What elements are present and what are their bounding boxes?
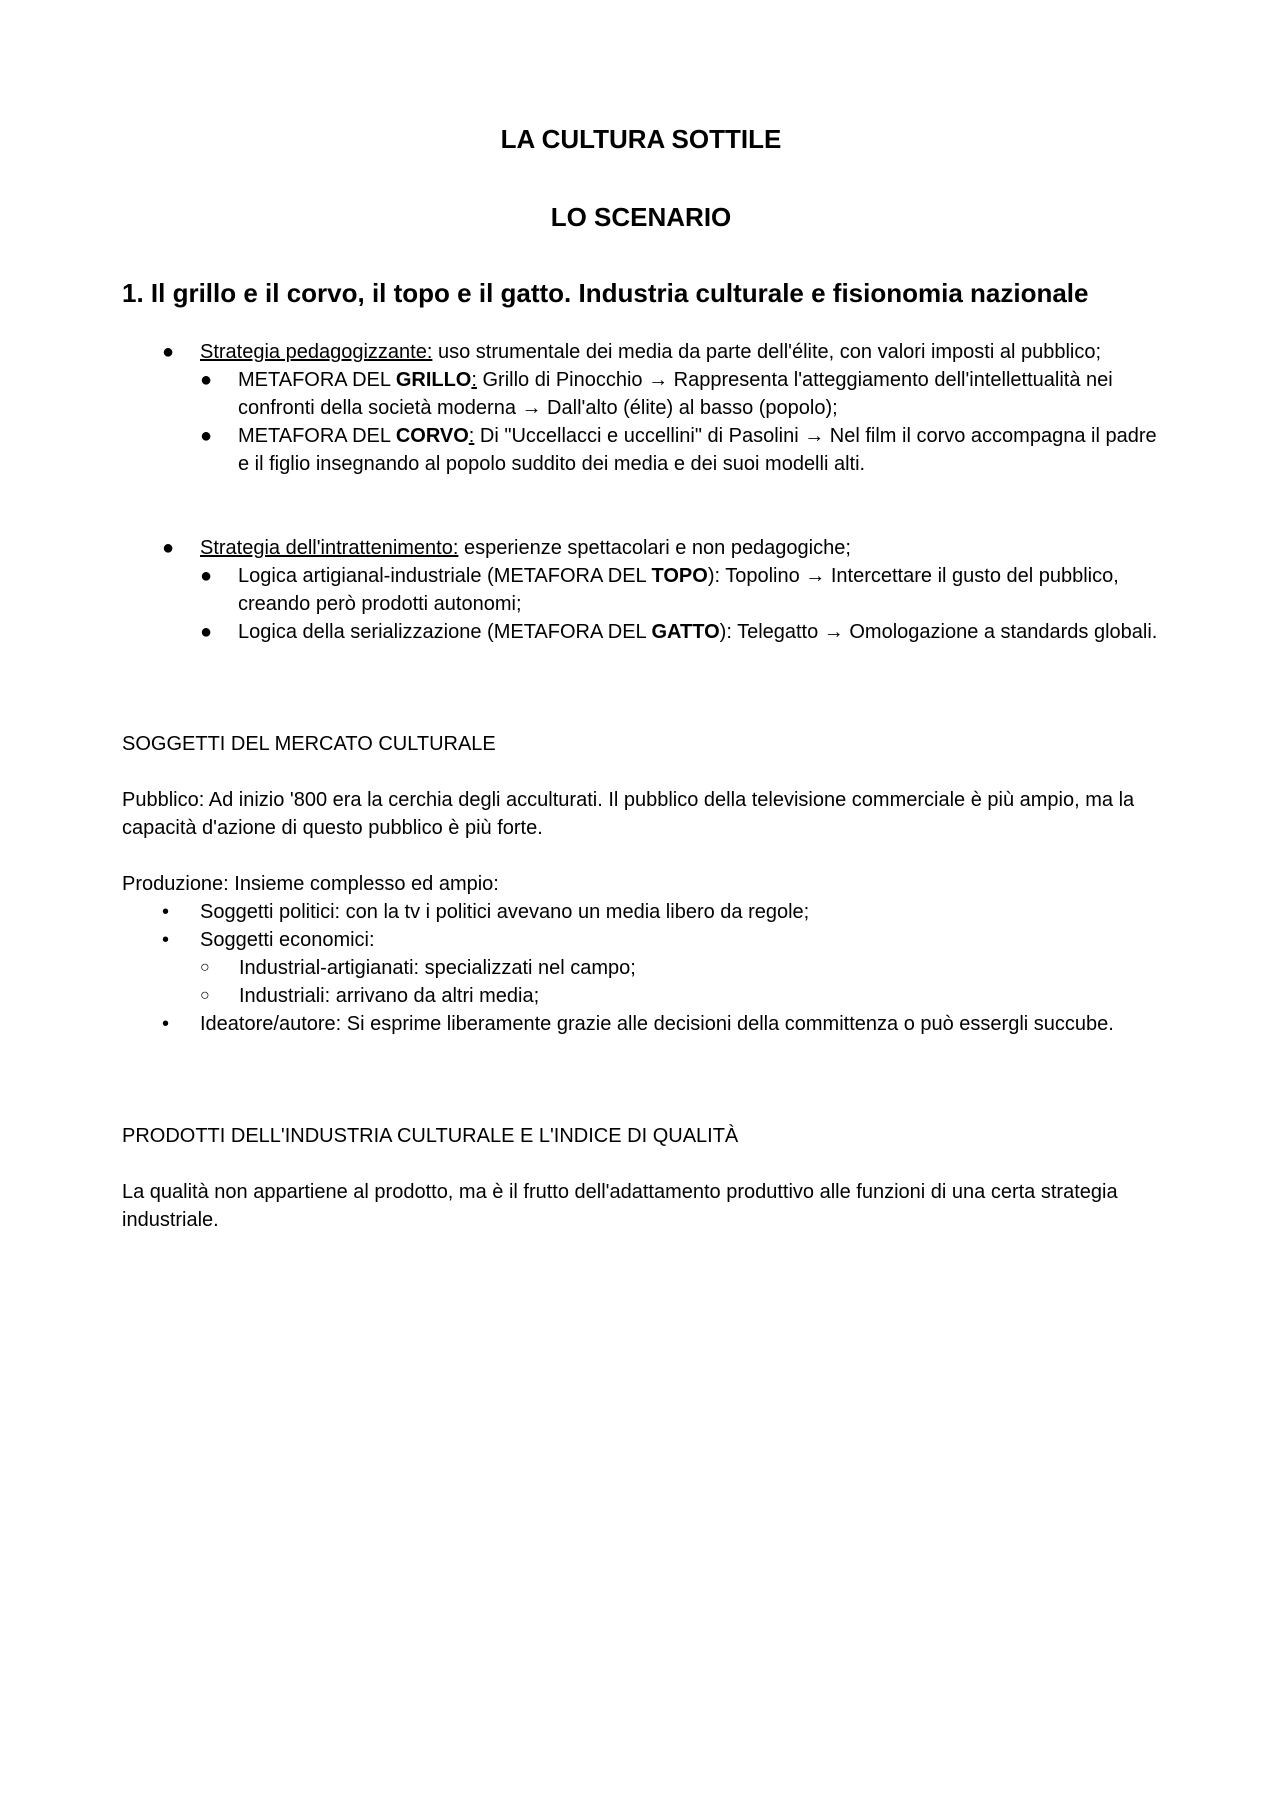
strategy-entertainment-list	[122, 534, 1160, 646]
document-title: LA CULTURA SOTTILE	[500, 124, 782, 154]
strategy-text: esperienze spettacolari e non pedagogiche;	[458, 537, 851, 559]
arrow-right-icon: →	[805, 565, 826, 587]
section-heading-prodotti: PRODOTTI DELL'INDUSTRIA CULTURALE E L'INDICE DI QUALITÀ	[122, 1125, 739, 1147]
spacer	[122, 758, 1160, 786]
logic-list	[200, 562, 1160, 646]
spacer	[122, 646, 1160, 730]
bullet-icon: ●	[162, 341, 175, 363]
arrow-right-icon: →	[521, 397, 542, 419]
metaphor-corvo: ● METAFORA DEL CORVO: Di "Uccellacci e uccellini" di Pasolini → Nel film il corvo accompagna il padre e il figlio insegnando al popolo suddito dei media e dei suoi modelli alti.	[200, 422, 1160, 478]
metaphor-gatto: ● Logica della serializzazione (METAFORA DEL GATTO): Telegatto → Omologazione a standards globali.	[200, 618, 1160, 646]
arrow-right-icon: →	[648, 369, 669, 391]
strategy-pedagogical-list	[122, 338, 1160, 478]
spacer	[122, 1150, 1160, 1178]
strategy-entertainment-item	[122, 534, 1160, 646]
spacer	[122, 842, 1160, 870]
bullet-icon: ●	[162, 537, 175, 559]
circle-bullet-icon: ○	[200, 959, 210, 976]
bullet-icon: ●	[200, 369, 213, 391]
list-item: • Soggetti economici: ○ Industrial-artigianati: specializzati nel campo; ○ Industriali: arrivano da altri media;	[122, 926, 1160, 1010]
arrow-right-icon: →	[823, 621, 844, 643]
list-item: ○ Industrial-artigianati: specializzati nel campo;	[200, 954, 1160, 982]
strategy-label: Strategia dell'intrattenimento:	[200, 537, 459, 559]
list-item: • Soggetti politici: con la tv i politici avevano un media libero da regole;	[122, 898, 1160, 926]
paragraph-pubblico: Pubblico: Ad inizio '800 era la cerchia degli acculturati. Il pubblico della televisione commerciale è più ampio, ma la capacità d'azione di questo pubblico è più forte.	[122, 789, 1135, 839]
bullet-icon: ●	[200, 425, 213, 447]
list-item: • Ideatore/autore: Si esprime liberamente grazie alle decisioni della committenza o può essergli succube.	[122, 1010, 1160, 1038]
metaphor-list	[200, 366, 1160, 478]
strategy-label: Strategia pedagogizzante:	[200, 341, 433, 363]
soggetti-economici-sublist	[200, 954, 1160, 1010]
spacer	[122, 1038, 1160, 1122]
arrow-right-icon: →	[804, 425, 825, 447]
strategy-text: uso strumentale dei media da parte dell'élite, con valori imposti al pubblico;	[432, 341, 1102, 363]
metaphor-topo: ● Logica artigianal-industriale (METAFORA DEL TOPO): Topolino → Intercettare il gusto del pubblico, creando però prodotti autonomi;	[200, 562, 1160, 618]
soggetti-list	[122, 898, 1160, 1038]
strategy-pedagogical-item	[122, 338, 1160, 478]
section-heading-1: 1. Il grillo e il corvo, il topo e il gatto. Industria culturale e fisionomia nazionale	[122, 278, 1089, 308]
bullet-icon: •	[162, 1013, 170, 1035]
section-heading-soggetti: SOGGETTI DEL MERCATO CULTURALE	[122, 733, 496, 755]
document-subtitle: LO SCENARIO	[550, 202, 732, 232]
bullet-icon: ●	[200, 565, 213, 587]
paragraph-produzione: Produzione: Insieme complesso ed ampio:	[122, 873, 499, 895]
bullet-icon: ●	[200, 621, 213, 643]
bullet-icon: •	[162, 929, 170, 951]
paragraph-qualita: La qualità non appartiene al prodotto, ma è il frutto dell'adattamento produttivo alle funzioni di una certa strategia industriale.	[122, 1181, 1118, 1231]
bullet-icon: •	[162, 901, 170, 923]
circle-bullet-icon: ○	[200, 987, 210, 1004]
metaphor-grillo: ● METAFORA DEL GRILLO: Grillo di Pinocchio → Rappresenta l'atteggiamento dell'intellettualità nei confronti della società moderna → Dall'alto (élite) al basso (popolo);	[200, 366, 1160, 422]
spacer	[122, 478, 1160, 534]
list-item: ○ Industriali: arrivano da altri media;	[200, 982, 1160, 1010]
